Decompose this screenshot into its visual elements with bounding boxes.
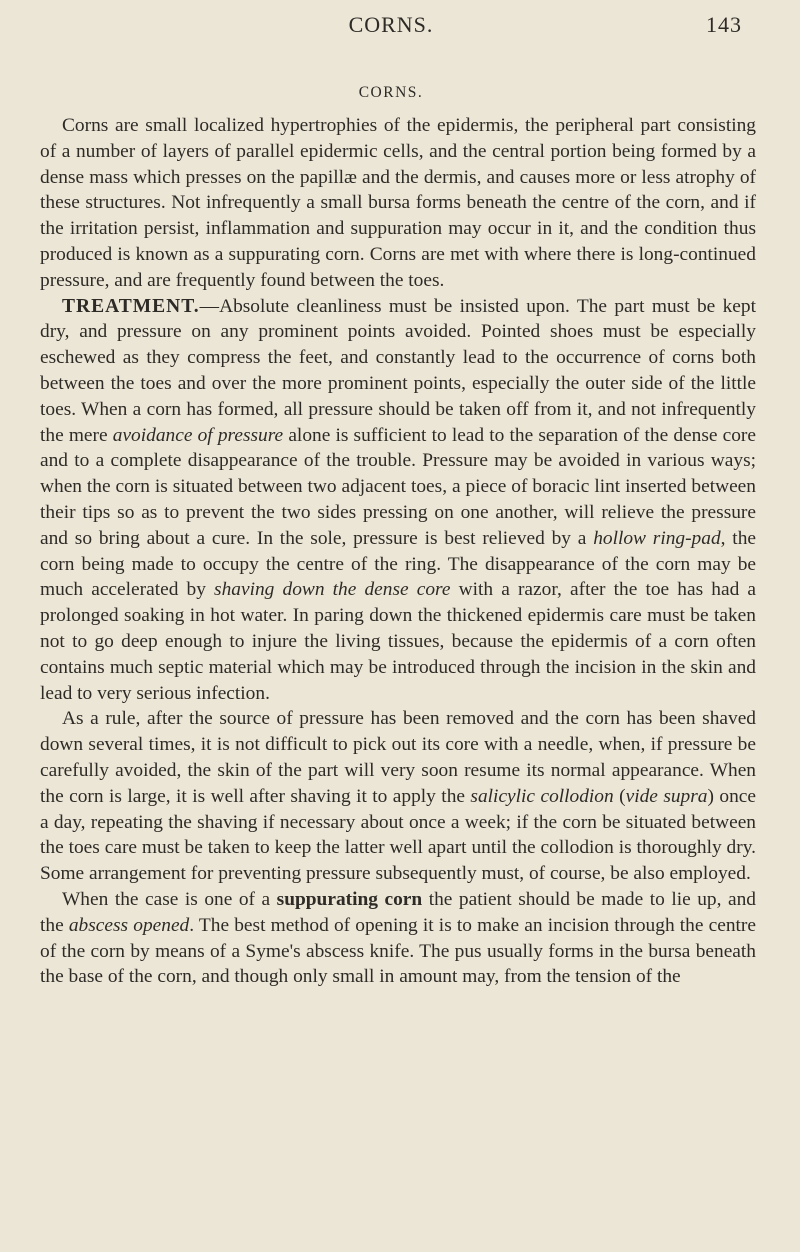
paragraph-core-removal — [40, 706, 756, 887]
running-head — [40, 12, 742, 48]
emphasis-shaving-down: shaving down the dense core — [214, 579, 451, 601]
text-run: . The best method of opening it is to make an incision through the centre of the corn by means of a Syme's abscess knife. The pus usually forms in the bursa beneath the base of the corn, and though only small in amount may, from the tension of the — [40, 914, 756, 988]
section-title: CORNS. — [358, 84, 424, 101]
text-run: ( — [613, 785, 626, 807]
paragraph-definition: Corns are small localized hypertrophies of the epidermis, the peripheral part consisting of a number of layers of parallel epidermic cells, and the central portion being formed by a dense mass which presses on the papillæ and the dermis, and causes more or less atrophy of these structures. Not infrequently a small bursa forms beneath the centre of the corn, and if the irritation persist, inflammation and suppuration may occur in it, and the condition thus produced is known as a suppurating corn. Corns are met with where there is long-continued pressure, and are frequently found between the toes. — [40, 115, 756, 291]
running-title: CORNS. — [348, 12, 434, 37]
page-number: 143 — [706, 12, 742, 37]
body-text — [40, 113, 756, 990]
text-run: As a rule, after the source of pressure has been removed and the corn has been shaved down several times, it is not difficult to pick out its core with a needle, when, if pressure be carefully avoided, the skin of the part will very soon resume its normal appearance. When the corn is large, it is well after shaving it to apply the — [40, 708, 756, 807]
paragraph-suppurating-corn — [40, 887, 756, 990]
text-run: alone is sufficient to lead to the separation of the dense core and to a complete disappearance of the trouble. Pressure may be avoided in various ways; when the corn is situated between two adjacent toes, a piece of boracic lint inserted between their tips so as to prevent the two sides pressing on one another, will relieve the pressure and so bring about a cure. In the sole, pressure is best relieved by a — [40, 424, 756, 549]
emphasis-abscess-opened: abscess opened — [68, 914, 190, 936]
paragraph-treatment — [40, 294, 756, 707]
emphasis-avoidance-of-pressure: avoidance of pressure — [112, 424, 284, 446]
text-run: the patient should be made to lie up, and the — [40, 888, 756, 936]
emphasis-hollow-ring-pad: hollow ring-pad — [593, 527, 721, 549]
text-run: When the case is one of a — [62, 888, 277, 910]
text-run: , the corn being made to occupy the centre of the ring. The disappearance of the corn may be much accelerated by — [40, 527, 756, 601]
text-run: —Absolute cleanliness must be insisted upon. The part must be kept dry, and pressure on any prominent points avoided. Pointed shoes must be especially eschewed as they compress the feet, and constantly lead to the occurrence of corns both between the toes and over the more prominent points, especially the outer side of the little toes. When a corn has formed, all pressure should be taken off from it, and not infrequently the mere — [40, 295, 756, 446]
text-run: with a razor, after the toe has had a prolonged soaking in hot water. In paring down the thickened epidermis care must be taken not to go deep enough to injure the living tissues, because the epidermis of a corn often contains much septic material which may be introduced through the incision in the skin and lead to very serious infection. — [40, 579, 757, 704]
treatment-heading: TREATMENT. — [62, 295, 200, 317]
text-run: ) once a day, repeating the shaving if necessary about once a week; if the corn be situated between the toes care must be taken to keep the latter well apart until the collodion is thoroughly dry. Some arrangement for preventing pressure subsequently must, of course, be also employed. — [40, 785, 756, 885]
emphasis-vide-supra: vide supra — [625, 785, 708, 807]
emphasis-salicylic-collodion: salicylic collodion — [470, 785, 614, 807]
bold-suppurating-corn: suppurating corn — [276, 888, 423, 910]
